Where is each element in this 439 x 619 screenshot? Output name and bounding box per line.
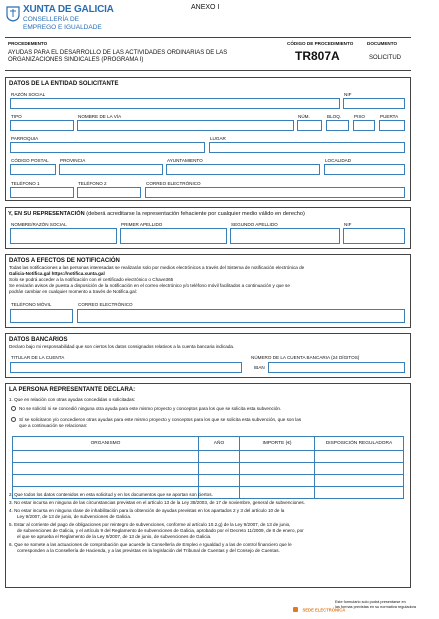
xunta-logo xyxy=(6,4,116,36)
notification-line-4: Se enviarán avisos de puesta a disposición de la notificación en el correo electrónico y/o teléfono móvil facilitados a continuación y que se xyxy=(9,283,290,288)
procedure-code: TR807A xyxy=(295,49,340,63)
procedure-text: AYUDAS PARA EL DESARROLLO DE LAS ACTIVIDADES ORDINARIAS DE LAS ORGANIZACIONES SINDICALES (PROGRAMA I) xyxy=(8,50,228,63)
table-cell[interactable] xyxy=(240,463,315,475)
label-notif-email: CORREO ELECTRÓNICO xyxy=(78,302,133,307)
tel2-field[interactable] xyxy=(77,187,141,198)
label-bloq: BLOQ. xyxy=(327,114,342,119)
notification-line-3: Solo se podrá acceder a la notificación con el certificado electrónico o Chave365 xyxy=(9,277,174,282)
label-movil: TELÉFONO MÓVIL xyxy=(11,302,52,307)
ayuntamiento-field[interactable] xyxy=(166,164,320,175)
logo-subtitle-1: CONSELLERÍA DE xyxy=(23,16,79,23)
table-cell[interactable] xyxy=(315,475,404,487)
label-nombre-via: NOMBRE DE LA VÍA xyxy=(78,114,122,119)
header-disposicion: DISPOSICIÓN REGULADORA xyxy=(315,437,404,451)
declaration-item-4b: Ley 9/2007, de 13 de junio, de subvenciones de Galicia. xyxy=(17,514,132,519)
code-label: CÓDIGO DE PROCEDIMIENTO xyxy=(287,41,354,46)
header-importe: IMPORTE (€) xyxy=(240,437,315,451)
declaration-item-5a: 5. Estar al corriente del pago de obligaciones por reintegro de subvenciones, conforme al artículo 10.2.g) de la Ley 9/2007, de 13 de junio, xyxy=(9,522,291,527)
label-rep-nif: NIF xyxy=(344,222,352,227)
num-field[interactable] xyxy=(297,120,322,131)
rep-ap1-field[interactable] xyxy=(120,228,227,244)
label-numero-cuenta: NÚMERO DE LA CUENTA BANCARIA (24 DÍGITOS) xyxy=(251,355,360,360)
declaration-item-6a: 6. Que se somete a las actuaciones de comprobación que acuerde la Consellería de Empleo e Igualdad y a las de control financiero que le xyxy=(9,542,292,547)
email-field[interactable] xyxy=(145,187,405,198)
document-type: SOLICITUD xyxy=(369,55,402,61)
lugar-field[interactable] xyxy=(209,142,405,153)
declaration-item-4a: 4. No estar incursa en ninguna clase de inhabilitación para la obtención de ayudas previstas en los apartados 2 y 3 del artículo 10 de la xyxy=(9,508,285,513)
table-row xyxy=(13,463,404,475)
bank-title: DATOS BANCARIOS xyxy=(9,337,68,343)
declaration-item-6b: corresponden a la Consellería de Hacienda, y a las previstas en la legislación del Tribunal de Cuentas y del Consejo de Cuentas. xyxy=(17,548,280,553)
representation-title xyxy=(8,211,305,217)
table-cell[interactable] xyxy=(199,475,240,487)
tel1-field[interactable] xyxy=(10,187,74,198)
tipo-field[interactable] xyxy=(10,120,74,131)
bloq-field[interactable] xyxy=(326,120,349,131)
table-cell[interactable] xyxy=(13,451,199,463)
notification-title: DATOS A EFECTOS DE NOTIFICACIÓN xyxy=(9,258,120,264)
procedure-box xyxy=(5,37,411,71)
footer-text-1: Este formulario solo podrá presentarse en xyxy=(335,600,406,604)
label-rep-ap2: SEGUNDO APELLIDO xyxy=(231,222,278,227)
provincia-field[interactable] xyxy=(59,164,163,175)
rep-nombre-field[interactable] xyxy=(10,228,117,244)
other-aids-table xyxy=(12,436,404,499)
sede-icon xyxy=(293,607,298,612)
puerta-field[interactable] xyxy=(379,120,405,131)
label-provincia: PROVINCIA xyxy=(60,158,86,163)
declaration-item-5b: de subvenciones de Galicia, y el artículo 9 del Reglamento de subvenciones de Galicia, aprobado por el Decreto 11/2009, de 8 de enero, por xyxy=(17,528,304,533)
notif-email-field[interactable] xyxy=(77,309,405,323)
notification-line-5: podrán cambiar en cualquier momento a través de Notifica.gal: xyxy=(9,289,137,294)
logo-subtitle-2: EMPREGO E IGUALDADE xyxy=(23,23,102,31)
logo-title: XUNTA DE GALICIA xyxy=(23,4,114,15)
option-other-aid-2: que a continuación se relacionan: xyxy=(19,423,88,428)
representation-title-main: Y, EN SU REPRESENTACIÓN xyxy=(8,211,85,217)
label-rep-ap1: PRIMER APELLIDO xyxy=(121,222,163,227)
iban-label: IBAN xyxy=(254,365,265,370)
radio-other-aid[interactable] xyxy=(11,417,16,422)
header-organismo: ORGANISMO xyxy=(13,437,199,451)
declaration-item-2: 2. Que todos los datos contenidos en esta solicitud y en los documentos que se aportan son ciertos. xyxy=(9,492,213,497)
notification-line-1: Todas las notificaciones a las personas interesadas se realizarán solo por medios electrónicos a través del Sistema de notificación electrónica de xyxy=(9,265,305,270)
label-email: CORREO ELECTRÓNICO xyxy=(146,181,201,186)
label-piso: PISO xyxy=(354,114,365,119)
label-ayuntamiento: AYUNTAMIENTO xyxy=(167,158,203,163)
coat-of-arms-icon xyxy=(6,6,20,22)
header-ano: AÑO xyxy=(199,437,240,451)
declaration-item-1: 1. Que en relación con otras ayudas concedidas o solicitadas: xyxy=(9,397,136,402)
table-cell[interactable] xyxy=(199,463,240,475)
rep-ap2-field[interactable] xyxy=(230,228,340,244)
nombre-via-field[interactable] xyxy=(77,120,294,131)
representation-title-note: (deberá acreditarse la representación fehaciente por cualquier medio válido en derecho) xyxy=(86,211,305,217)
movil-field[interactable] xyxy=(10,309,73,323)
rep-nif-field[interactable] xyxy=(343,228,405,244)
option-other-aid-1: Sí se solicitaron y/o concedieron otras ayudas para este mismo proyecto y conceptos para los que se solicita esta subvención, que son las xyxy=(19,417,302,422)
sede-label: SEDE ELECTRÓNICA xyxy=(302,607,346,613)
label-lugar: LUGAR xyxy=(210,136,226,141)
declaration-title: LA PERSONA REPRESENTANTE DECLARA: xyxy=(9,387,136,393)
table-cell[interactable] xyxy=(315,487,404,499)
label-razon-social: RAZÓN SOCIAL xyxy=(11,92,46,97)
table-cell[interactable] xyxy=(240,451,315,463)
table-row xyxy=(13,475,404,487)
declaration-item-3: 3. No estar incursa en ninguna de las circunstancias previstas en el artículo 13 de la Ley 38/2003, de 17 de noviembre, general de subvenciones. xyxy=(9,500,305,505)
table-cell[interactable] xyxy=(315,463,404,475)
label-nif: NIF xyxy=(344,92,352,97)
label-puerta: PUERTA xyxy=(380,114,399,119)
footer-text-2: las formas previstas en su normativa reguladora xyxy=(335,605,417,609)
annex-label: ANEXO I xyxy=(191,4,220,11)
table-cell[interactable] xyxy=(240,487,315,499)
notification-line-2: Galicia-Notifica.gal https://notifica.xunta.gal xyxy=(9,271,105,276)
table-cell[interactable] xyxy=(315,451,404,463)
label-cp: CÓDIGO POSTAL xyxy=(11,158,49,163)
option-no-other-aid: No se solicitó ni se concedió ninguna otra ayuda para este mismo proyecto y conceptos para los que se solicita esta subvención. xyxy=(19,406,282,411)
procedure-label: PROCEDEMENTO xyxy=(8,41,48,46)
table-cell[interactable] xyxy=(199,451,240,463)
label-tel2: TELÉFONO 2 xyxy=(78,181,107,186)
entity-section-title: DATOS DE LA ENTIDAD SOLICITANTE xyxy=(9,81,119,87)
bank-note: Declaro bajo mi responsabilidad que son ciertos los datos consignados relativos a la cuenta bancaria indicada. xyxy=(9,344,235,349)
declaration-item-5c: el que se aprueba el Reglamento de la Ley 9/2007, de 13 de junio, de subvenciones de Galicia. xyxy=(17,534,212,539)
table-cell[interactable] xyxy=(13,463,199,475)
label-tipo: TIPO xyxy=(11,114,22,119)
piso-field[interactable] xyxy=(353,120,375,131)
label-tel1: TELÉFONO 1 xyxy=(11,181,40,186)
cp-field[interactable] xyxy=(10,164,56,175)
iban-field[interactable] xyxy=(268,362,405,373)
table-row xyxy=(13,451,404,463)
label-parroquia: PARROQUIA xyxy=(11,136,39,141)
table-cell[interactable] xyxy=(13,475,199,487)
nif-field[interactable] xyxy=(343,98,405,109)
label-num: NÚM. xyxy=(298,114,310,119)
titular-field[interactable] xyxy=(10,362,242,373)
radio-no-other-aid[interactable] xyxy=(11,406,16,411)
razon-social-field[interactable] xyxy=(10,98,340,109)
label-rep-nombre: NOMBRE/RAZÓN SOCIAL xyxy=(11,222,67,227)
table-header-row xyxy=(13,437,404,451)
table-cell[interactable] xyxy=(240,475,315,487)
localidad-field[interactable] xyxy=(324,164,405,175)
parroquia-field[interactable] xyxy=(10,142,205,153)
document-label: DOCUMENTO xyxy=(367,41,398,46)
label-titular: TITULAR DE LA CUENTA xyxy=(11,355,65,360)
label-localidad: LOCALIDAD xyxy=(325,158,352,163)
